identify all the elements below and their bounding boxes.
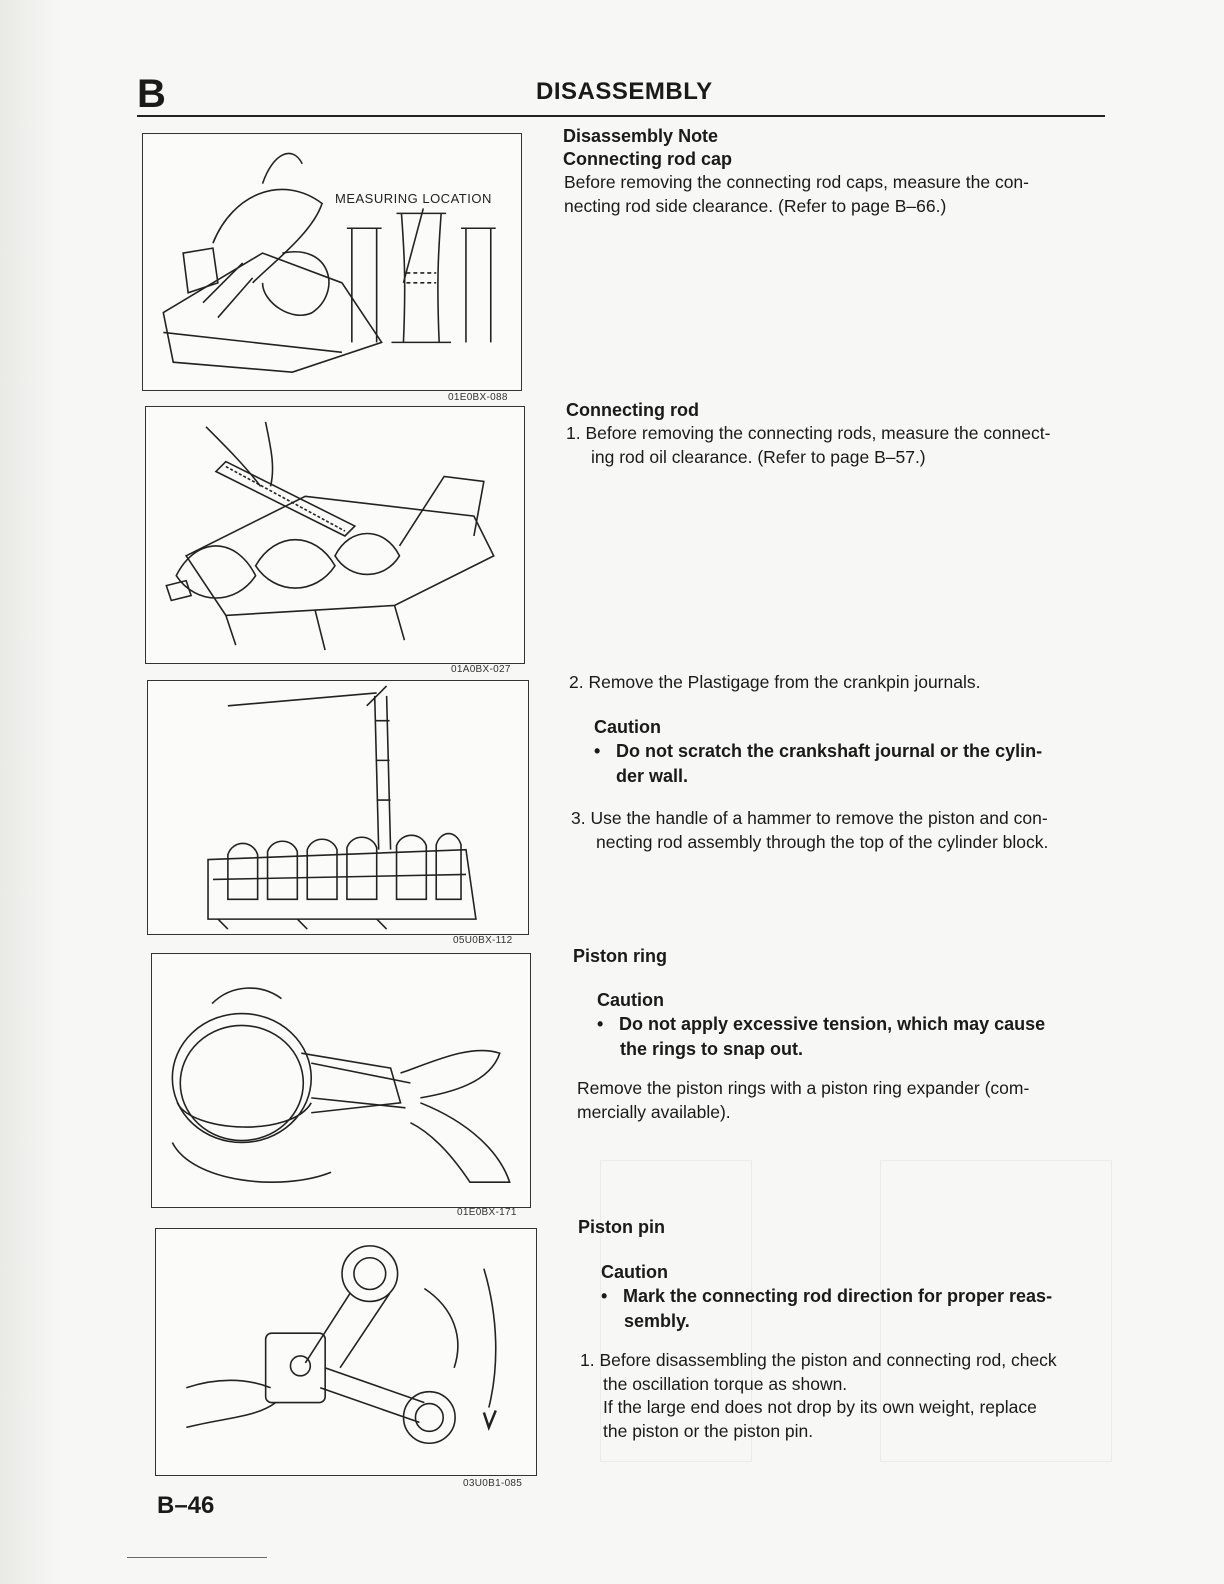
rod-step3-line1: 3. Use the handle of a hammer to remove the piston and con-	[571, 808, 1048, 828]
bullet-icon: •	[597, 1014, 604, 1034]
ring-caution-heading: Caution	[597, 990, 664, 1010]
figure-hammer-removal	[147, 680, 529, 935]
rod-cap-text-line1: Before removing the connecting rod caps, measure the con-	[564, 172, 1029, 192]
section-letter: B	[137, 72, 166, 116]
rod-caution-line1	[594, 738, 1042, 764]
ring-text-line2: mercially available).	[577, 1102, 731, 1122]
oscillation-torque-check-illustration-icon	[156, 1229, 536, 1475]
piston-ring-expander-illustration-icon	[152, 954, 530, 1207]
figure-rod-side-clearance	[142, 133, 522, 391]
page-title: DISASSEMBLY	[536, 78, 713, 105]
figure-oscillation-torque	[155, 1228, 537, 1476]
figure-code: 01A0BX-027	[451, 664, 511, 675]
plastigage-oil-clearance-illustration-icon	[146, 407, 524, 663]
rod-step3-line2: necting rod assembly through the top of the cylinder block.	[596, 832, 1049, 852]
page-edge-shadow	[0, 0, 60, 1584]
pin-caution-heading: Caution	[601, 1262, 668, 1282]
ring-caution-line2: the rings to snap out.	[620, 1039, 803, 1059]
rod-step2: 2. Remove the Plastigage from the crankpin journals.	[569, 672, 981, 692]
connecting-rod-heading: Connecting rod	[566, 400, 699, 420]
figure-ring-expander	[151, 953, 531, 1208]
rod-cap-text-line2: necting rod side clearance. (Refer to page B–66.)	[564, 196, 947, 216]
rod-caution-line2: der wall.	[616, 766, 689, 786]
hammer-handle-piston-removal-illustration-icon	[148, 681, 528, 934]
rod-step1-line1: 1. Before removing the connecting rods, measure the connect-	[566, 423, 1051, 443]
ring-text-line1: Remove the piston rings with a piston ring expander (com-	[577, 1078, 1030, 1098]
pin-step1-line2: the oscillation torque as shown.	[603, 1374, 848, 1394]
disassembly-note-heading: Disassembly Note	[563, 126, 719, 146]
bullet-icon: •	[601, 1286, 608, 1306]
pin-step1-line4: the piston or the piston pin.	[603, 1421, 814, 1441]
header-rule	[137, 115, 1105, 117]
footer-link-underline	[127, 1557, 267, 1558]
pin-caution-line1	[601, 1283, 1052, 1309]
figure-code: 05U0BX-112	[453, 935, 513, 946]
ring-caution-text: Do not apply excessive tension, which may cause	[619, 1014, 1046, 1034]
page-number: B–46	[157, 1492, 215, 1519]
figure-code: 01E0BX-171	[457, 1207, 517, 1218]
pin-caution-line2: sembly.	[624, 1311, 690, 1331]
piston-ring-heading: Piston ring	[573, 946, 667, 966]
figure-code: 03U0B1-085	[463, 1478, 523, 1489]
bullet-icon: •	[594, 741, 601, 761]
rod-step1-line2: ing rod oil clearance. (Refer to page B–57.)	[591, 447, 926, 467]
pin-step1-line3: If the large end does not drop by its own weight, replace	[603, 1397, 1037, 1417]
pin-step1-line1: 1. Before disassembling the piston and connecting rod, check	[580, 1350, 1057, 1370]
pin-caution-text: Mark the connecting rod direction for proper reas-	[623, 1286, 1053, 1306]
figure-callout-label: MEASURING LOCATION	[335, 191, 492, 206]
figure-code: 01E0BX-088	[448, 392, 508, 403]
figure-plastigage	[145, 406, 525, 664]
connecting-rod-cap-heading: Connecting rod cap	[563, 149, 733, 169]
piston-pin-heading: Piston pin	[578, 1217, 665, 1237]
connecting-rod-side-clearance-illustration-icon	[143, 134, 521, 390]
ring-caution-line1	[597, 1011, 1045, 1037]
rod-caution-text: Do not scratch the crankshaft journal or the cylin-	[616, 741, 1043, 761]
rod-caution-heading: Caution	[594, 717, 661, 737]
